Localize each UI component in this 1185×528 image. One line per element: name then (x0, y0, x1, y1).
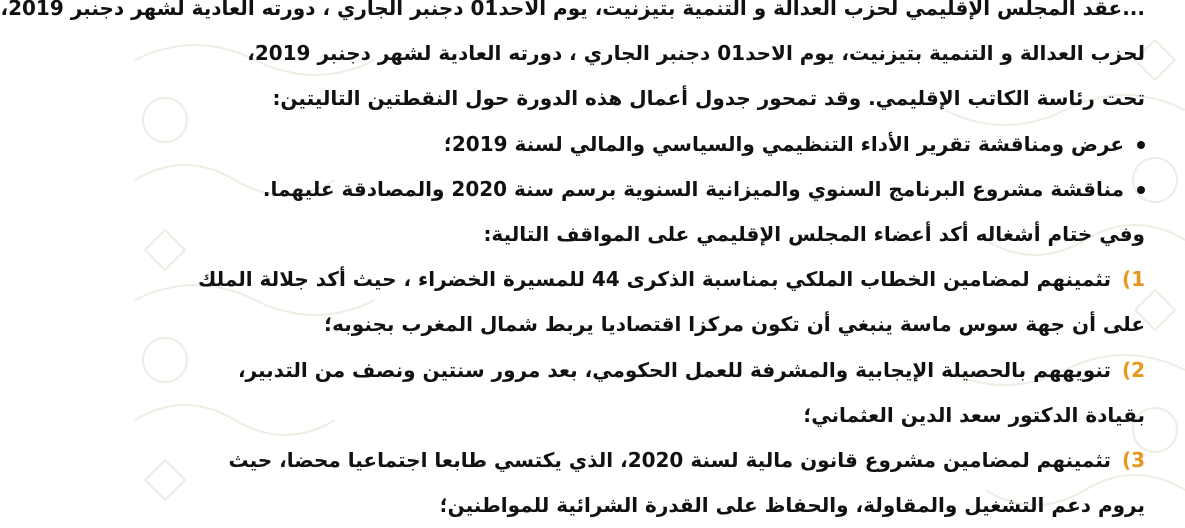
position-item-1 (175, 257, 1145, 302)
paragraph-line-1 (175, 31, 1145, 76)
bullet-icon (1137, 186, 1145, 194)
line-text: يروم دعم التشغيل والمقاولة، والحفاظ على القدرة الشرائية للمواطنين؛ (439, 493, 1145, 518)
item-number: 1) (1121, 267, 1145, 292)
paragraph-line-2 (175, 76, 1145, 121)
paragraph-line-5 (175, 212, 1145, 257)
item-number: 2) (1121, 357, 1145, 382)
item-text: تثمينهم لمضامين الخطاب الملكي بمناسبة الذكرى 44 للمسيرة الخضراء ، حيث أكد جلالة الملك (198, 267, 1111, 292)
position-item-3 (175, 438, 1145, 483)
line-text: وفي ختام أشغاله أكد أعضاء المجلس الإقليمي على المواقف التالية: (483, 221, 1145, 246)
item-text: تثمينهم لمضامين مشروع قانون مالية لسنة 2020، الذي يكتسي طابعا اجتماعيا محضا، حيث (228, 447, 1111, 472)
position-item-2-continued (175, 393, 1145, 438)
line-text: تحت رئاسة الكاتب الإقليمي. وقد تمحور جدول أعمال هذه الدورة حول النقطتين التاليتين: (272, 86, 1145, 111)
agenda-bullet-2 (175, 167, 1145, 212)
item-text: تنويههم بالحصيلة الإيجابية والمشرفة للعمل الحكومي، بعد مرور سنتين ونصف من التدبير، (237, 357, 1111, 382)
line-text: لحزب العدالة و التنمية بتيزنيت، يوم الاحد01 دجنبر الجاري ، دورته العادية لشهر دجنبر 2019، (247, 41, 1145, 66)
agenda-bullet-1 (175, 122, 1145, 167)
line-text: بقيادة الدكتور سعد الدين العثماني؛ (803, 402, 1145, 427)
bullet-text: مناقشة مشروع البرنامج السنوي والميزانية السنوية برسم سنة 2020 والمصادقة عليهما. (262, 176, 1125, 201)
bullet-icon (1137, 141, 1145, 149)
position-item-2 (175, 348, 1145, 393)
position-item-1-continued (175, 302, 1145, 347)
item-number: 3) (1121, 447, 1145, 472)
position-item-3-continued (175, 483, 1145, 528)
paragraph-line-0 (0, 0, 1145, 31)
bullet-text: عرض ومناقشة تقرير الأداء التنظيمي والسياسي والمالي لسنة 2019؛ (443, 131, 1125, 156)
line-text: على أن جهة سوس ماسة ينبغي أن تكون مركزا اقتصاديا يربط شمال المغرب بجنوبه؛ (324, 312, 1145, 337)
line-text: ...عقد المجلس الإقليمي لحزب العدالة و التنمية بتيزنيت، يوم الاحد01 دجنبر الجاري ، دورته العادية لشهر دجنبر 2019، (0, 0, 1145, 20)
